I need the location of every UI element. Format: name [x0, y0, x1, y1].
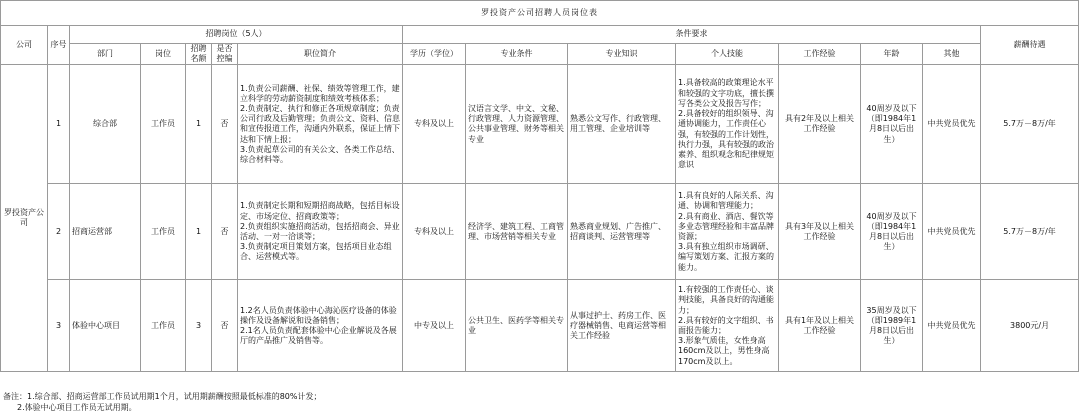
cell-experience: 具有3年及以上相关工作经验: [779, 184, 861, 280]
cell-skills: 1.有较强的工作责任心、谈判技能，具备良好的沟通能力； 2.具有较好的文字组织、书面报告能力； 3.形象气质佳，女性身高160cm及以上，男性身高170cm及以上。: [676, 280, 779, 372]
header-duties: 职位简介: [238, 44, 403, 65]
footnotes: [3, 391, 322, 413]
cell-quota: 1: [186, 65, 212, 184]
cell-serial: 2: [48, 184, 70, 280]
cell-major: 经济学、建筑工程、工商管理、市场营销等相关专业: [466, 184, 568, 280]
page-title: 罗投资产公司招聘人员岗位表: [1, 1, 1079, 26]
cell-skills: 1.具有良好的人际关系、沟通、协调和管理能力； 2.具有商业、酒店、餐饮等多业态管理经验和丰富品牌资源； 3.具有独立组织市场调研、编写策划方案、汇报方案的能力。: [676, 184, 779, 280]
header-skills: 个人技能: [676, 44, 779, 65]
cell-major: 汉语言文学、中文、文秘、行政管理、人力资源管理、公共事业管理、财务等相关专业: [466, 65, 568, 184]
cell-department: 体验中心项目: [70, 280, 141, 372]
header-group-positions: 招聘岗位（5人）: [70, 26, 403, 44]
cell-quota: 1: [186, 184, 212, 280]
header-salary: 薪酬待遇: [981, 26, 1079, 65]
cell-skills: 1.具备较高的政策理论水平和较强的文字功底，擅长撰写各类公文及报告写作； 2.具备较好的组织领导、沟通协调能力，工作责任心强，有较强的工作计划性，执行力强，具有较强的政治素养、组织观念和纪律规矩意识: [676, 65, 779, 184]
cell-duties: 1.2名人员负责体验中心海沁医疗设备的体验操作及设备解说和设备销售； 2.1名人员负责配套体验中心企业解说及各展厅的产品推广及销售等。: [238, 280, 403, 372]
cell-salary: 3800元/月: [981, 280, 1079, 372]
cell-age: 40周岁及以下（即1984年1月8日以后出生）: [861, 65, 923, 184]
table-row: [1, 65, 1079, 184]
cell-experience: 具有1年及以上相关工作经验: [779, 280, 861, 372]
header-group-requirements: 条件要求: [403, 26, 981, 44]
header-other: 其他: [923, 44, 981, 65]
cell-major: 公共卫生、医药学等相关专业: [466, 280, 568, 372]
cell-position: 工作员: [141, 184, 186, 280]
cell-knowledge: 熟悉商业规划、广告推广、招商谈判、运营管理等: [568, 184, 676, 280]
cell-control: 否: [212, 65, 238, 184]
footnote-1: 备注：1.综合部、招商运营部工作员试用期1个月，试用期薪酬按照最低标准的80%计发；: [3, 392, 322, 401]
cell-other: 中共党员优先: [923, 280, 981, 372]
header-company: 公司: [1, 26, 48, 65]
cell-duties: 1.负责公司薪酬、社保、绩效等管理工作，建立科学的劳动薪资制度和绩效考核体系； 2.负责制定、执行和修正各项规章制度；负责公司行政及后勤管理；负责公文、资料、信息和宣传报道工作，沟通内外联系，保证上情下达和下情上报； 3.负责起草公司的有关公文、各类工作总结、综合材料等。: [238, 65, 403, 184]
cell-serial: 1: [48, 65, 70, 184]
table-row: [1, 280, 1079, 372]
header-department: 部门: [70, 44, 141, 65]
header-quota: 招聘名额: [186, 44, 212, 65]
header-major: 专业条件: [466, 44, 568, 65]
header-knowledge: 专业知识: [568, 44, 676, 65]
cell-serial: 3: [48, 280, 70, 372]
cell-position: 工作员: [141, 280, 186, 372]
header-experience: 工作经验: [779, 44, 861, 65]
cell-knowledge: 熟悉公文写作、行政管理、用工管理、企业培训等: [568, 65, 676, 184]
cell-department: 综合部: [70, 65, 141, 184]
cell-knowledge: 从事过护士、药房工作、医疗器械销售、电商运营等相关工作经验: [568, 280, 676, 372]
cell-education: 专科及以上: [403, 184, 466, 280]
cell-quota: 3: [186, 280, 212, 372]
cell-duties: 1.负责制定长期和短期招商战略，包括目标设定、市场定位、招商政策等； 2.负责组织实施招商活动，包括招商会、异业活动、一对一洽谈等； 3.负责制定项目策划方案，包括项目业态组合、运营模式等。: [238, 184, 403, 280]
header-serial: 序号: [48, 26, 70, 65]
header-age: 年龄: [861, 44, 923, 65]
header-education: 学历（学位）: [403, 44, 466, 65]
cell-salary: 5.7万－8万/年: [981, 184, 1079, 280]
cell-position: 工作员: [141, 65, 186, 184]
cell-age: 35周岁及以下（即1989年1月8日以后出生）: [861, 280, 923, 372]
cell-other: 中共党员优先: [923, 65, 981, 184]
table-row: [1, 184, 1079, 280]
cell-other: 中共党员优先: [923, 184, 981, 280]
cell-control: 否: [212, 184, 238, 280]
footnote-2: 2.体验中心项目工作员无试用期。: [17, 403, 137, 412]
cell-control: 否: [212, 280, 238, 372]
cell-salary: 5.7万－8万/年: [981, 65, 1079, 184]
header-position: 岗位: [141, 44, 186, 65]
cell-experience: 具有2年及以上相关工作经验: [779, 65, 861, 184]
header-control: 是否控编: [212, 44, 238, 65]
company-name: 罗投资产公司: [1, 65, 48, 372]
cell-education: 中专及以上: [403, 280, 466, 372]
cell-education: 专科及以上: [403, 65, 466, 184]
cell-age: 40周岁及以下（即1984年1月8日以后出生）: [861, 184, 923, 280]
cell-department: 招商运营部: [70, 184, 141, 280]
